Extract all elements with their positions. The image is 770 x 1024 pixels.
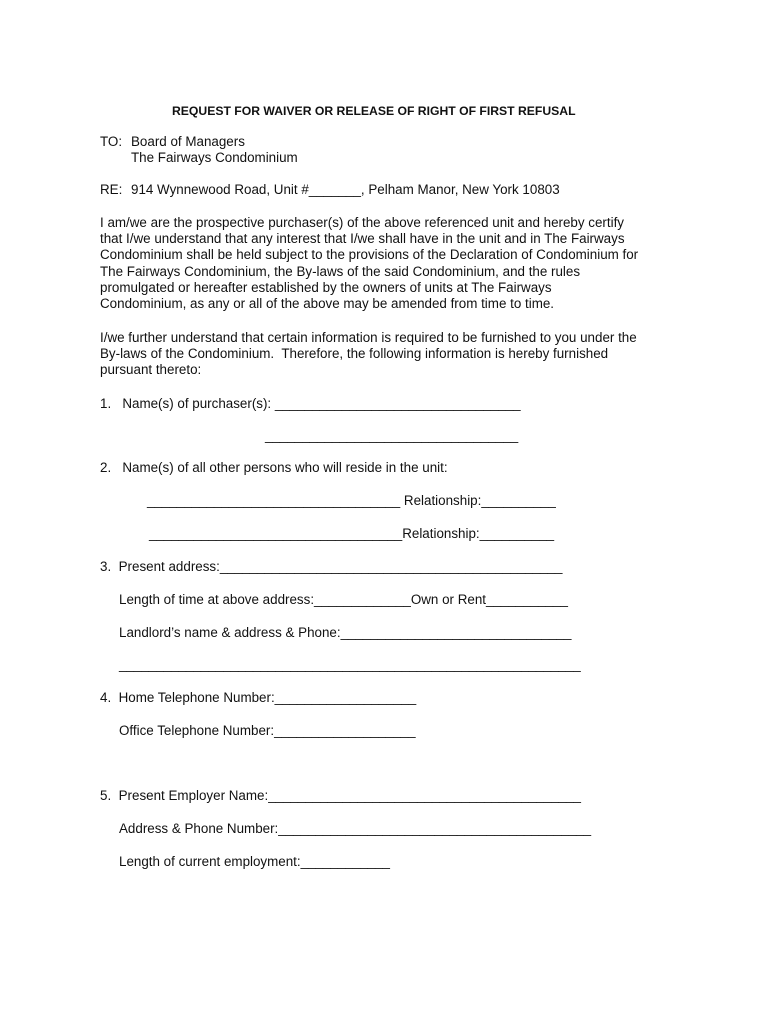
paragraph-line: Condominium shall be held subject to the provisions of the Declaration of Condominium for	[100, 247, 639, 262]
paragraph-line: I/we further understand that certain information is required to be furnished to you under the	[100, 330, 637, 345]
paragraph-line: By-laws of the Condominium. Therefore, the following information is hereby furnished	[100, 346, 609, 361]
landlord-field-line2[interactable]: ______________________________________________________________	[119, 657, 581, 672]
office-phone-field[interactable]: Office Telephone Number:___________________	[119, 723, 416, 738]
purchaser-names-field-line2[interactable]: __________________________________	[265, 428, 519, 443]
other-resident-1-field[interactable]: __________________________________ Relationship:__________	[147, 493, 556, 508]
paragraph-line: I am/we are the prospective purchaser(s) of the above referenced unit and hereby certify	[100, 215, 625, 230]
employer-name-field[interactable]: 5. Present Employer Name:__________________________________________	[100, 788, 581, 803]
paragraph-line: promulgated or hereafter established by the owners of units at The Fairways	[100, 280, 552, 295]
paragraph-line: The Fairways Condominium, the By-laws of the said Condominium, and the rules	[100, 264, 581, 279]
present-address-field[interactable]: 3. Present address:______________________________________________	[100, 559, 563, 574]
form-title: REQUEST FOR WAIVER OR RELEASE OF RIGHT OF FIRST REFUSAL	[172, 104, 576, 118]
employer-address-field[interactable]: Address & Phone Number:__________________________________________	[119, 821, 592, 836]
to-recipient-line2: The Fairways Condominium	[131, 150, 298, 165]
re-text: 914 Wynnewood Road, Unit #_______, Pelham Manor, New York 10803	[131, 182, 560, 197]
landlord-field[interactable]: Landlord’s name & address & Phone:_______________________________	[119, 625, 572, 640]
to-label: TO:	[100, 134, 123, 149]
to-recipient-line1: Board of Managers	[131, 134, 245, 149]
purchaser-names-field[interactable]: 1. Name(s) of purchaser(s): _________________________________	[100, 396, 521, 411]
re-label: RE:	[100, 182, 123, 197]
length-of-time-field[interactable]: Length of time at above address:_____________Own or Rent___________	[119, 592, 568, 607]
paragraph-line: pursuant thereto:	[100, 362, 202, 377]
paragraph-line: that I/we understand that any interest that I/we shall have in the unit and in The Fairways	[100, 231, 625, 246]
other-residents-label: 2. Name(s) of all other persons who will reside in the unit:	[100, 460, 448, 475]
paragraph-line: Condominium, as any or all of the above may be amended from time to time.	[100, 296, 555, 311]
employment-length-field[interactable]: Length of current employment:____________	[119, 854, 390, 869]
other-resident-2-field[interactable]: __________________________________Relationship:__________	[149, 526, 555, 541]
home-phone-field[interactable]: 4. Home Telephone Number:___________________	[100, 690, 417, 705]
